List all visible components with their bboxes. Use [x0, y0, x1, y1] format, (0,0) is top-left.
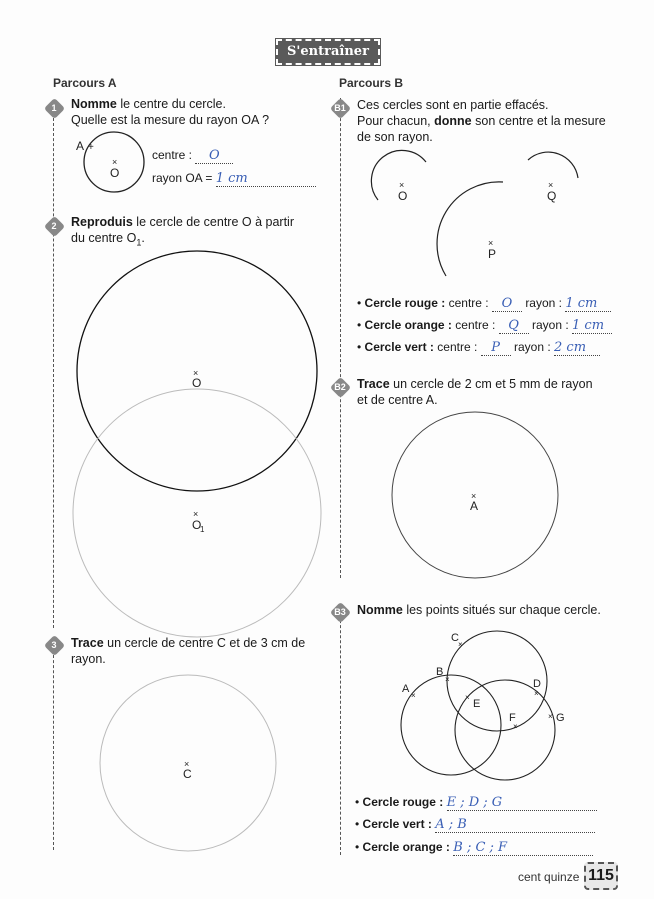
- b3-figure: [395, 625, 575, 785]
- exercise-1-instruction: [71, 96, 336, 128]
- svg-text:×: ×: [465, 693, 470, 702]
- instruction-text: les points situés sur chaque cercle.: [402, 603, 601, 617]
- left-margin-line: [53, 118, 54, 628]
- b1-figure: [360, 148, 590, 283]
- centre-label: centre :: [437, 340, 478, 354]
- b1-answer-row: • Cercle vert : centre : P rayon : 2 cm: [357, 340, 600, 356]
- instruction-text: un cercle de 2 cm et 5 mm de rayon: [389, 377, 593, 391]
- svg-text:×: ×: [548, 712, 553, 721]
- rayon-label: rayon OA =: [152, 171, 213, 185]
- svg-text:×: ×: [184, 759, 190, 769]
- rayon-answer[interactable]: 1 cm: [565, 296, 598, 311]
- b3-answer-row: • Cercle orange : B ; C ; F: [355, 840, 593, 856]
- instruction-verb: Reproduis: [71, 215, 133, 229]
- svg-text:+: +: [88, 142, 94, 153]
- points-answer[interactable]: A ; B: [435, 817, 467, 832]
- centre-answer[interactable]: Q: [508, 318, 519, 333]
- point-label: D: [533, 678, 541, 690]
- exercise-3-instruction: [71, 635, 336, 667]
- centre-answer[interactable]: P: [491, 340, 501, 355]
- point-o1-label: O: [192, 518, 202, 532]
- page-number: 115: [584, 862, 618, 890]
- exercise-badge-label: 2: [51, 221, 57, 231]
- centre-answer[interactable]: O: [209, 148, 220, 163]
- point-a-label: A: [76, 139, 85, 153]
- row-label: Cercle rouge :: [364, 296, 446, 310]
- centre-answer-row: [152, 148, 233, 164]
- rayon-label: rayon :: [513, 340, 551, 354]
- point-p-label: P: [488, 247, 497, 261]
- point-label: F: [509, 712, 516, 724]
- point-o-label: O: [192, 376, 202, 390]
- b2-instruction: [357, 376, 627, 408]
- exercise-2-figure: [70, 248, 335, 648]
- instruction-text: et de centre A.: [357, 393, 438, 407]
- svg-text:×: ×: [513, 722, 518, 731]
- svg-text:×: ×: [399, 180, 405, 190]
- svg-text:×: ×: [488, 238, 494, 248]
- b1-answer-row: • Cercle rouge : centre : O rayon : 1 cm: [357, 296, 611, 312]
- points-answer[interactable]: B ; C ; F: [453, 840, 508, 855]
- svg-text:×: ×: [411, 691, 416, 700]
- svg-text:×: ×: [112, 157, 118, 167]
- page-number-text: cent quinze: [518, 870, 580, 884]
- row-label: Cercle orange :: [364, 318, 452, 332]
- b3-answer-row: • Cercle vert : A ; B: [355, 817, 595, 833]
- column-divider-lower: [340, 605, 341, 855]
- exercise-badge-label: 1: [51, 103, 57, 113]
- b3-answer-row: • Cercle rouge : E ; D ; G: [355, 795, 597, 811]
- rayon-answer[interactable]: 2 cm: [554, 340, 587, 355]
- point-label: C: [451, 632, 459, 644]
- instruction-verb: Nomme: [357, 603, 403, 617]
- svg-text:×: ×: [534, 689, 539, 698]
- rayon-label: rayon :: [531, 318, 569, 332]
- row-label: Cercle rouge :: [362, 795, 444, 809]
- instruction-verb: Trace: [357, 377, 390, 391]
- point-label: E: [473, 698, 481, 710]
- exercise-badge-label: B3: [334, 607, 346, 617]
- column-divider: [340, 98, 341, 578]
- exercise-badge-label: B2: [334, 382, 346, 392]
- centre-answer[interactable]: O: [501, 296, 513, 311]
- parcours-b-heading: Parcours B: [339, 76, 404, 90]
- svg-text:×: ×: [471, 491, 477, 501]
- instruction-question: Quelle est la mesure du rayon OA ?: [71, 113, 270, 127]
- svg-text:×: ×: [445, 675, 450, 684]
- exercise-3-figure: [95, 672, 285, 857]
- b1-answer-row: • Cercle orange : centre : Q rayon : 1 cm: [357, 318, 612, 334]
- instruction-verb: donne: [434, 114, 472, 128]
- point-a-label: A: [470, 499, 479, 513]
- point-c-label: C: [183, 767, 192, 781]
- exercise-badge-label: 3: [51, 640, 57, 650]
- svg-text:×: ×: [193, 368, 199, 378]
- point-o-label: O: [110, 166, 120, 180]
- instruction-text: un cercle de centre C et de 3 cm de rayon.: [71, 636, 306, 666]
- section-title: S'entraîner: [276, 39, 380, 65]
- exercise-badge-label: B1: [334, 103, 346, 113]
- svg-text:×: ×: [458, 640, 463, 649]
- row-label: Cercle vert :: [364, 340, 434, 354]
- row-label: Cercle vert :: [362, 817, 432, 831]
- centre-label: centre :: [152, 148, 193, 162]
- instruction-text: Ces cercles sont en partie effacés.: [357, 98, 549, 112]
- subscript: 1: [136, 237, 142, 248]
- point-o1-subscript: 1: [200, 525, 205, 534]
- point-label: G: [556, 712, 565, 724]
- points-answer[interactable]: E ; D ; G: [446, 795, 503, 810]
- instruction-text: son centre et la mesure: [471, 114, 606, 128]
- centre-label: centre :: [448, 296, 489, 310]
- svg-text:×: ×: [193, 509, 199, 519]
- instruction-text: le cercle de centre O à partir: [132, 215, 294, 229]
- left-margin-line-lower: [53, 650, 54, 850]
- point-o-label: O: [398, 189, 408, 203]
- instruction-text-2: du centre O: [71, 231, 137, 245]
- b1-instruction: [357, 97, 627, 145]
- rayon-label: rayon :: [525, 296, 562, 310]
- exercise-1-figure: [70, 128, 150, 198]
- row-label: Cercle orange :: [362, 840, 450, 854]
- instruction-verb: Trace: [71, 636, 104, 650]
- point-q-label: Q: [547, 189, 557, 203]
- exercise-2-instruction: Reproduis le cercle de centre O à partir du centre $O_1$.: [71, 215, 294, 248]
- parcours-a-heading: Parcours A: [53, 76, 117, 90]
- b3-instruction: [357, 602, 637, 618]
- point-label: B: [436, 666, 444, 678]
- centre-label: centre :: [455, 318, 496, 332]
- instruction-verb: Nomme: [71, 97, 117, 111]
- instruction-text: de son rayon.: [357, 130, 433, 144]
- rayon-answer-row: [152, 171, 316, 187]
- rayon-answer[interactable]: 1 cm: [215, 171, 248, 186]
- b2-figure: [390, 410, 565, 582]
- svg-text:×: ×: [548, 180, 554, 190]
- instruction-text: Pour chacun,: [357, 114, 435, 128]
- instruction-text: le centre du cercle.: [116, 97, 226, 111]
- point-label: A: [402, 683, 410, 695]
- rayon-answer[interactable]: 1 cm: [572, 318, 605, 333]
